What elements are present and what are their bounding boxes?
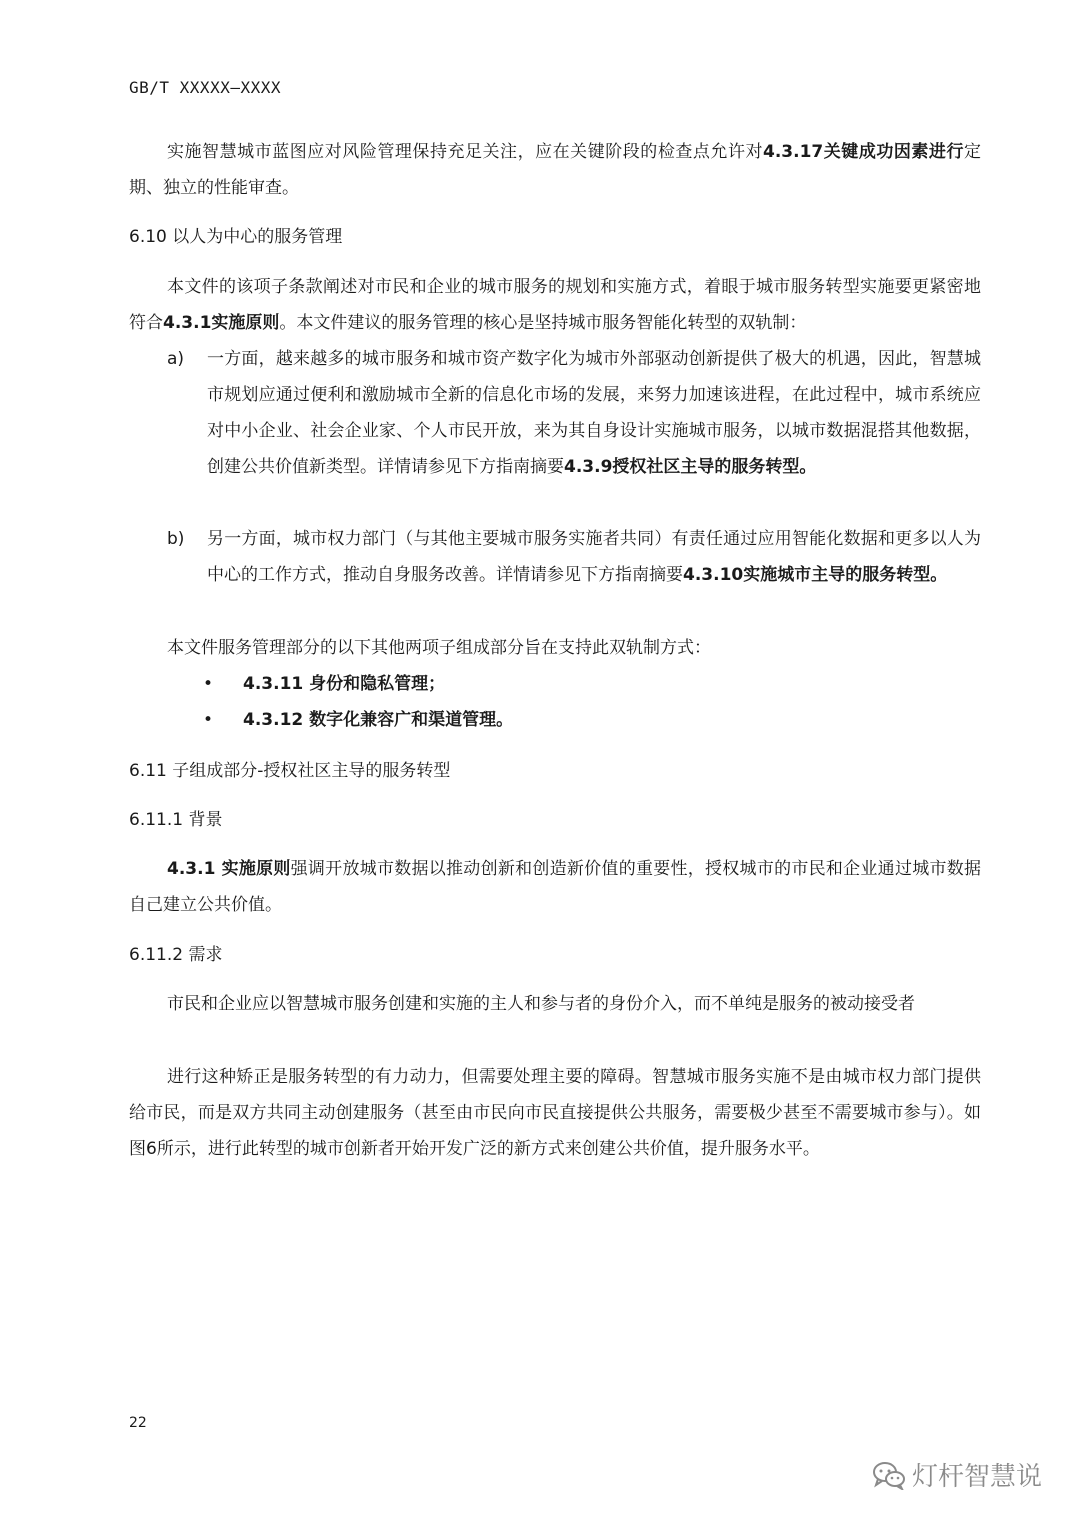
item-a-bold-reference: 4.3.9授权社区主导的服务转型。 bbox=[564, 457, 817, 477]
list-item-a-text bbox=[207, 341, 981, 485]
watermark bbox=[872, 1456, 1042, 1493]
intro-paragraph bbox=[129, 134, 981, 206]
intro-bold-reference: 4.3.17关键成功因素进行 bbox=[763, 142, 964, 162]
list-marker-a: a) bbox=[167, 349, 185, 369]
section-6-10-paragraph bbox=[129, 269, 981, 341]
list-item-b-text bbox=[207, 521, 981, 593]
bullet-item-2: 4.3.12 数字化兼容广和渠道管理。 bbox=[243, 710, 514, 730]
bullet-icon: • bbox=[203, 710, 214, 730]
bullet-item-1: 4.3.11 身份和隐私管理； bbox=[243, 674, 446, 694]
standard-code-header: GB/T XXXXX—XXXX bbox=[129, 78, 281, 97]
page-number: 22 bbox=[129, 1415, 147, 1431]
subsection-heading-6-11-1: 6.11.1 背景 bbox=[129, 810, 223, 830]
bullet-icon: • bbox=[203, 674, 214, 694]
intro-text-end: 定期、独立的性能审查。 bbox=[129, 142, 981, 198]
subsection-6-11-2-paragraph-2: 进行这种矫正是服务转型的有力动力，但需要处理主要的障碍。智慧城市服务实施不是由城市权力部门提供给市民，而是双方共同主动创建服务（甚至由市民向市民直接提供公共服务，需要极少甚至不需要城市参与）。如图6所示，进行此转型的城市创新者开始开发广泛的新方式来创建公共价值，提升服务水平。 bbox=[129, 1067, 981, 1159]
subsection-6-11-1-paragraph bbox=[129, 851, 981, 923]
item-b-bold-reference: 4.3.10实施城市主导的服务转型。 bbox=[683, 565, 948, 585]
sub1-text: 强调开放城市数据以推动创新和创造新价值的重要性，授权城市的市民和企业通过城市数据自己建立公共价值。 bbox=[129, 859, 981, 915]
wechat-icon bbox=[872, 1460, 906, 1490]
section-heading-6-10: 6.10 以人为中心的服务管理 bbox=[129, 227, 343, 247]
sub1-bold-reference: 4.3.1 实施原则 bbox=[167, 859, 291, 879]
para-text: 本文件的该项子条款阐述对市民和企业的城市服务的规划和实施方式，着眼于城市服务转型实施要更紧密地符合 bbox=[129, 277, 981, 333]
list-marker-b: b) bbox=[167, 529, 185, 549]
para-text-end: 。本文件建议的服务管理的核心是坚持城市服务智能化转型的双轨制： bbox=[279, 313, 807, 333]
para-bold-reference: 4.3.1实施原则 bbox=[163, 313, 280, 333]
subsection-6-11-2-paragraph-1: 市民和企业应以智慧城市服务创建和实施的主人和参与者的身份介入，而不单纯是服务的被动接受者 bbox=[167, 994, 915, 1014]
intro-text: 实施智慧城市蓝图应对风险管理保持充足关注，应在关键阶段的检查点允许对 bbox=[167, 142, 763, 162]
item-b-body: 另一方面，城市权力部门（与其他主要城市服务实施者共同）有责任通过应用智能化数据和更多以人为中心的工作方式，推动自身服务改善。详情请参见下方指南摘要 bbox=[207, 529, 981, 585]
section-6-10-paragraph-2: 本文件服务管理部分的以下其他两项子组成部分旨在支持此双轨制方式： bbox=[167, 638, 711, 658]
watermark-text: 灯杆智慧说 bbox=[912, 1462, 1043, 1492]
subsection-heading-6-11-2: 6.11.2 需求 bbox=[129, 945, 223, 965]
section-heading-6-11: 6.11 子组成部分-授权社区主导的服务转型 bbox=[129, 761, 451, 781]
item-a-body: 一方面，越来越多的城市服务和城市资产数字化为城市外部驱动创新提供了极大的机遇，因此，智慧城市规划应通过便利和激励城市全新的信息化市场的发展，来努力加速该进程，在此过程中，城市系统应对中小企业、社会企业家、个人市民开放，来为其自身设计实施城市服务，以城市数据混搭其他数据，创建公共价值新类型。详情请参见下方指南摘要 bbox=[207, 349, 981, 477]
